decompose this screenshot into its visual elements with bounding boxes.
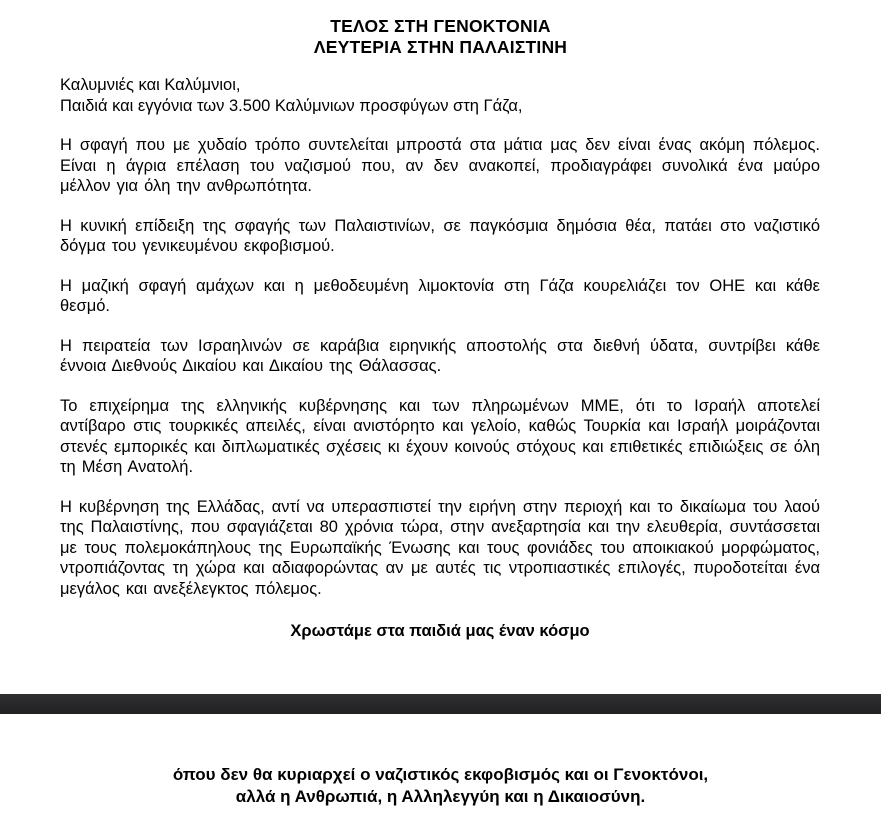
title-line-2: ΛΕΥΤΕΡΙΑ ΣΤΗΝ ΠΑΛΑΙΣΤΙΝΗ [313, 37, 568, 57]
body-paragraph-5: Το επιχείρημα της ελληνικής κυβέρνησης και των πληρωμένων ΜΜΕ, ότι το Ισραήλ αποτελεί αντίβαρο στις τουρκικές απειλές, είναι ανιστόρητο και γελοίο, καθώς Τουρκία και Ισραήλ μοιράζονται στενές εμπορικές και διπλωματικές σχέσεις κι έχουν κοινούς στόχους και επιθετικές επιδιώξεις σε όλη τη Μέση Ανατολή. [60, 396, 820, 476]
body-paragraph-1: Η σφαγή που με χυδαίο τρόπο συντελείται μπροστά στα μάτια μας δεν είναι ένας ακόμη πόλεμος. Είναι η άγρια επέλαση του ναζισμού που, αν δεν ανακοπεί, προδιαγράφει συνολικά ένα μαύρο μέλλον για όλη την ανθρωπότητα. [60, 136, 820, 195]
footer-statement [0, 764, 881, 808]
closing-line: Χρωστάμε στα παιδιά μας έναν κόσμο [290, 622, 590, 640]
footer-line-1: όπου δεν θα κυριαρχεί ο ναζιστικός εκφοβισμός και οι Γενοκτόνοι, [172, 765, 709, 784]
salutation-line-2: Παιδιά και εγγόνια των 3.500 Καλύμνιων προσφύγων στη Γάζα, [60, 96, 523, 115]
salutation-line-1: Καλυμνιές και Καλύμνιοι, [60, 76, 241, 94]
body-paragraph-6: Η κυβέρνηση της Ελλάδας, αντί να υπερασπιστεί την ειρήνη στην περιοχή και το δικαίωμα του λαού της Παλαιστίνης, που σφαγιάζεται 80 χρόνια τώρα, στην ανεξαρτησία και την ελευθερία, συντάσσεται με τους πολεμοκάπηλους της Ευρωπαϊκής Ένωσης και τους φονιάδες του αποικιακού μορφώματος, ντροπιάζοντας τη χώρα και αδιαφορώντας αν με αυτές τις ντροπιαστικές επιλογές, πυροδοτείται ένα μεγάλος και ανεξέλεγκτος πόλεμος. [60, 497, 820, 598]
body-paragraph-2: Η κυνική επίδειξη της σφαγής των Παλαιστινίων, σε παγκόσμια δημόσια θέα, πατάει στο ναζιστικό δόγμα του γενικευμένου εκφοβισμού. [60, 216, 820, 255]
title-line-1: ΤΕΛΟΣ ΣΤΗ ΓΕΝΟΚΤΟΝΙΑ [330, 16, 551, 36]
document-title [0, 0, 881, 58]
salutation [60, 75, 820, 116]
document-body [60, 75, 820, 642]
divider-bar [0, 694, 881, 714]
body-paragraph-3: Η μαζική σφαγή αμάχων και η μεθοδευμένη λιμοκτονία στη Γάζα κουρελιάζει τον ΟΗΕ και κάθε θεσμό. [60, 276, 820, 315]
footer-line-2: αλλά η Ανθρωπιά, η Αλληλεγγύη και η Δικαιοσύνη. [235, 787, 646, 806]
body-paragraph-4: Η πειρατεία των Ισραηλινών σε καράβια ειρηνικής αποστολής στα διεθνή ύδατα, συντρίβει κάθε έννοια Διεθνούς Δικαίου και Δικαίου της Θάλασσας. [60, 336, 820, 375]
